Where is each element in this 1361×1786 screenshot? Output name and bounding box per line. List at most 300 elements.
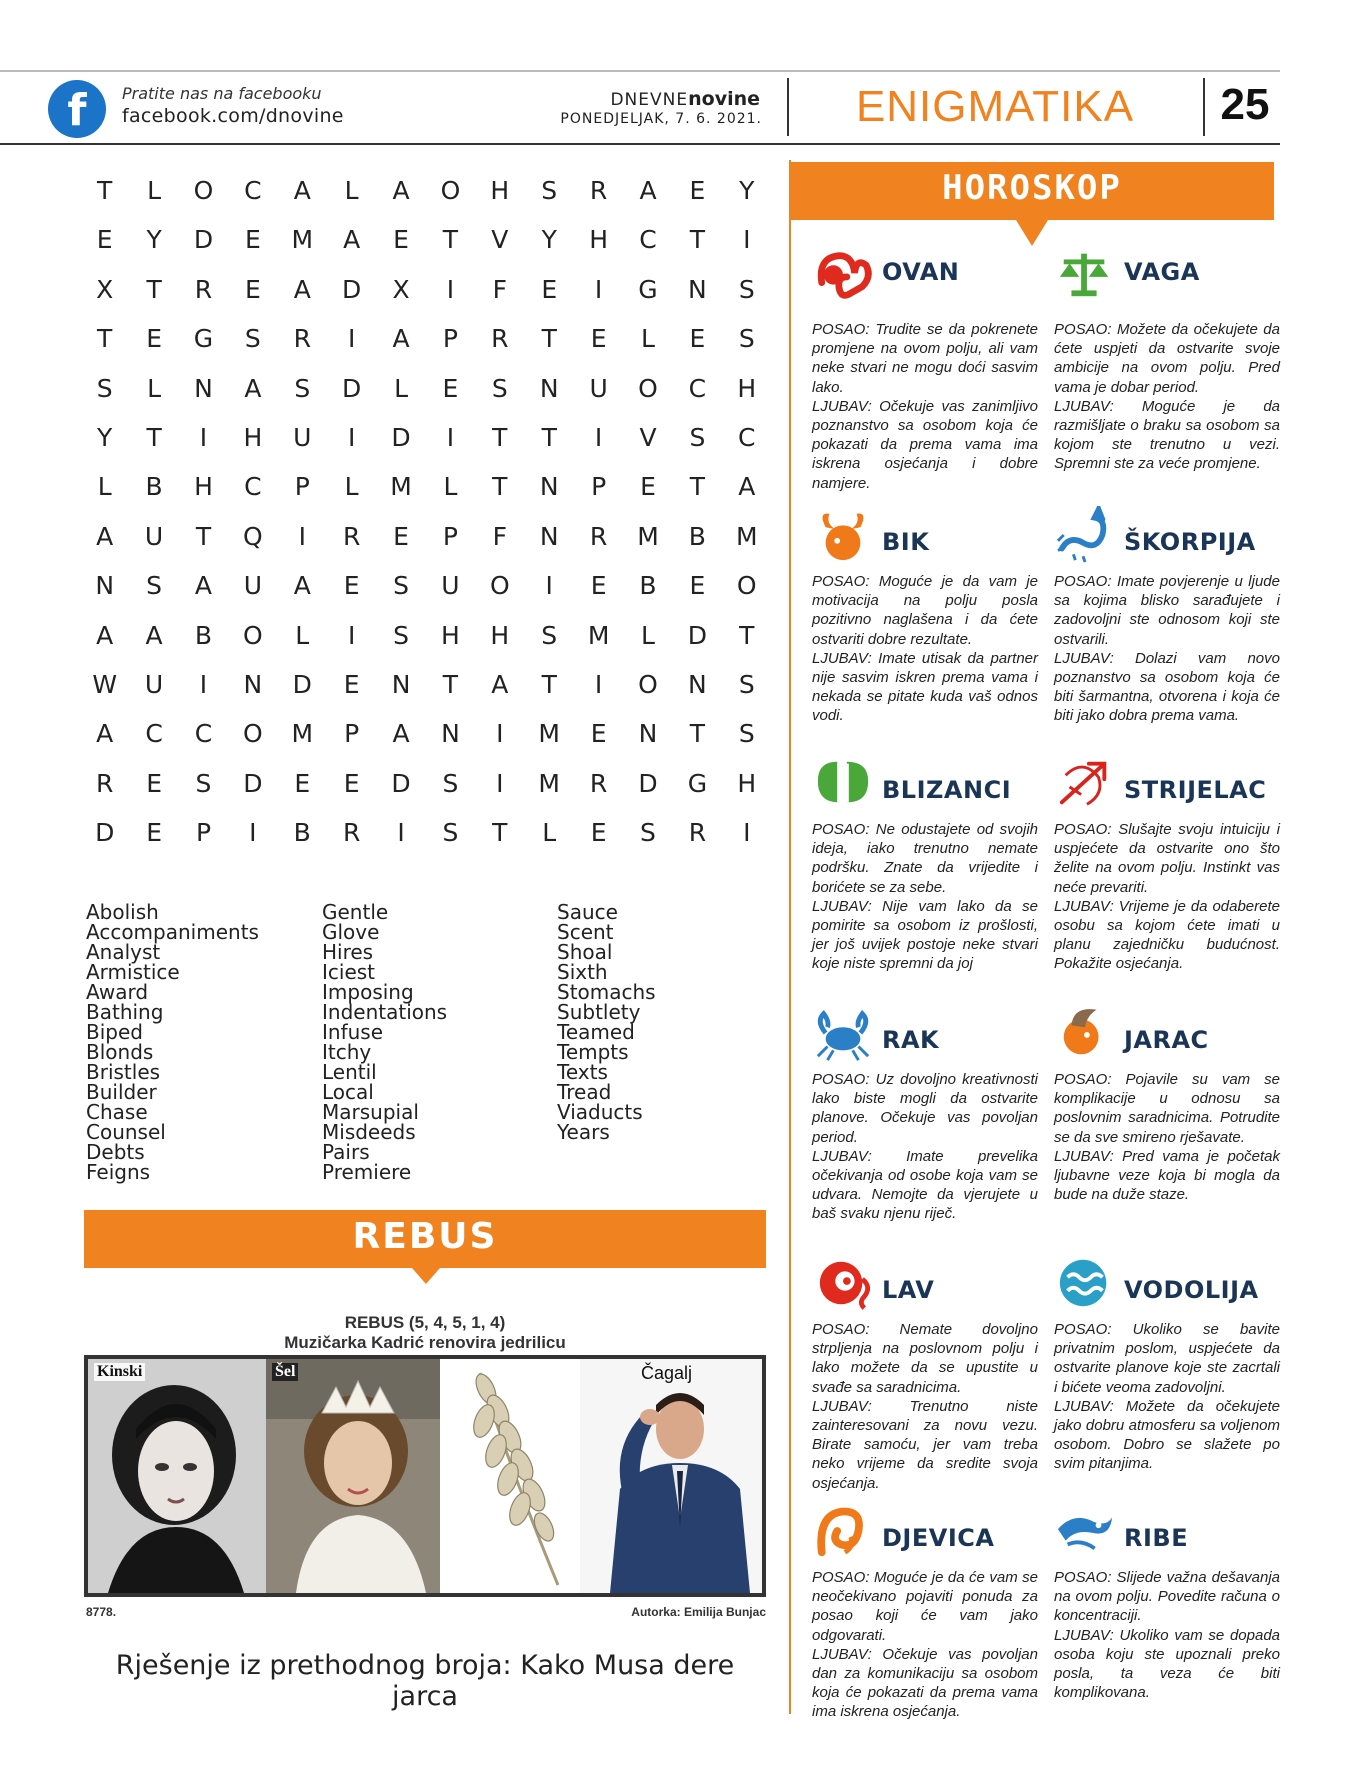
grid-letter: P (591, 472, 607, 502)
grid-letter: I (594, 669, 603, 699)
grid-letter: P (195, 818, 212, 848)
grid-letter: A (293, 571, 311, 601)
word-list-item: Stomachs (557, 980, 656, 1004)
grid-letter: T (97, 176, 113, 205)
grid-letter: M (538, 768, 560, 798)
rebus-heading: REBUS (5, 4, 5, 1, 4) (344, 1313, 506, 1332)
word-list-item: Gentle (322, 900, 389, 924)
grid-letter: F (492, 274, 508, 304)
grid-letter: S (294, 373, 311, 403)
grid-letter: C (194, 719, 213, 749)
word-list-item: Imposing (322, 980, 414, 1004)
grid-letter: Y (541, 225, 557, 255)
sign-name: VAGA (1124, 258, 1200, 286)
grid-letter: I (347, 422, 356, 452)
grid-letter: N (243, 669, 263, 699)
word-list-item: Misdeeds (322, 1120, 416, 1144)
word-list-item: Tread (557, 1080, 612, 1104)
grid-letter: D (391, 422, 411, 452)
word-list-item: Feigns (86, 1160, 151, 1184)
grid-letter: R (589, 521, 608, 551)
sign-forecast: POSAO: Trudite se da pokrenete promjene na ovom polju, ali vam neke stvari ne mogu doći sasvim lako. LJUBAV: Očekuje vas zanimljivo poznanstvo sa osobom koja će pokazati da prema vama ima iskrena osjećanja i dobre namjere. (812, 321, 1038, 492)
grid-letter: O (193, 176, 214, 205)
sagittarius-icon (1054, 754, 1116, 812)
grid-letter: T (492, 818, 508, 848)
grid-letter: R (96, 768, 114, 798)
facebook-icon[interactable]: f (48, 80, 106, 138)
wheat-icon (440, 1359, 580, 1593)
grid-letter: T (492, 422, 508, 452)
grid-letter: R (688, 818, 707, 848)
grid-letter: T (541, 324, 557, 354)
grid-letter: E (146, 818, 162, 848)
grid-letter: E (96, 225, 113, 255)
sign-name: RIBE (1124, 1524, 1189, 1552)
sign-forecast: POSAO: Ukoliko se bavite privatnim poslom, uspjećete da ostvarite planove koje ste zacrtali i bićete veoma zadovoljni. LJUBAV: Možete da očekujete jako dobru atmosferu sa voljenom osobom. Dobro se slažete po svim pitanjima. (1054, 1321, 1280, 1473)
horoscope-title: HOROSKOP (942, 168, 1122, 208)
grid-letter: A (293, 176, 311, 205)
grid-letter: I (594, 422, 603, 452)
grid-letter: I (496, 719, 504, 749)
previous-solution: Rješenje iz prethodnog broja: Kako Musa dere jarca (115, 1650, 735, 1712)
rebus-label-4: Čagalj (641, 1363, 693, 1383)
grid-letter: T (492, 472, 508, 502)
grid-letter: L (147, 176, 162, 205)
rebus-wheat-ear (440, 1359, 580, 1593)
grid-letter: A (293, 274, 311, 304)
grid-letter: U (293, 422, 312, 452)
word-list-item: Subtlety (557, 1000, 641, 1024)
grid-letter: N (539, 472, 559, 502)
grid-letter: C (244, 176, 262, 205)
grid-letter: E (393, 521, 409, 551)
sign-forecast: POSAO: Imate povjerenje u ljude sa kojima blisko sarađujete i zadovoljni ste odnosom koji ste ostvarili. LJUBAV: Dolazi vam novo poznanstvo sa osobom koja će biti šarmantna, otvorena i koja će biti jako dobra prema vama. (1054, 573, 1280, 725)
grid-letter: X (96, 274, 114, 304)
grid-letter: L (97, 472, 112, 502)
grid-letter: Y (146, 225, 162, 255)
grid-letter: L (542, 818, 557, 848)
grid-letter: R (491, 324, 509, 354)
grid-letter: P (294, 472, 310, 502)
grid-letter: S (689, 422, 706, 452)
word-list-item: Sixth (557, 960, 608, 984)
sign-name: JARAC (1124, 1026, 1209, 1054)
grid-letter: I (594, 274, 603, 304)
grid-letter: U (441, 571, 460, 601)
grid-letter: A (343, 225, 361, 255)
grid-letter: U (144, 521, 164, 551)
grid-letter: E (442, 373, 459, 403)
sign-forecast: POSAO: Slušajte svoju intuiciju i uspjećete da ostvarite ono što želite na ovom polju. Instinkt vas neće prevariti. LJUBAV: Vrijeme je da odaberete osobu sa kojom ćete imati u planu zajedničku budućnost. Pokažite osjećanja. (1054, 821, 1280, 973)
word-list-item: Award (86, 980, 149, 1004)
grid-letter: R (589, 768, 608, 798)
grid-letter: S (96, 373, 113, 403)
grid-letter: I (298, 521, 306, 551)
grid-letter: N (441, 719, 460, 749)
facebook-url[interactable]: facebook.com/dnovine (122, 105, 344, 127)
grid-letter: L (344, 472, 359, 502)
grid-letter: S (640, 818, 656, 848)
grid-letter: I (545, 571, 553, 601)
sign-forecast: POSAO: Nemate dovoljno strpljenja na poslovnom polju i lako možete da se upustite u svađe sa saradnicima. LJUBAV: Trenutno niste zainteresovani za novu vezu. Birate samoću, jer vam treba neko vrijeme da sredite svoja osjećanja. (812, 1321, 1038, 1492)
libra-icon (1054, 244, 1116, 302)
grid-letter: R (194, 274, 213, 304)
grid-letter: O (243, 620, 263, 650)
grid-letter: S (393, 620, 409, 650)
grid-letter: U (144, 669, 164, 699)
grid-letter: A (392, 324, 410, 354)
paper-name-prefix: DNEVNE (610, 90, 689, 110)
column-divider (789, 160, 791, 1714)
header-bottom-rule (0, 143, 1280, 145)
grid-letter: N (95, 571, 115, 601)
portrait-photo (266, 1359, 440, 1593)
grid-letter: T (689, 225, 706, 255)
grid-letter: B (639, 571, 657, 601)
grid-letter: S (491, 373, 508, 403)
grid-letter: E (294, 768, 311, 798)
grid-letter: M (637, 521, 659, 551)
grid-letter: H (194, 472, 213, 502)
word-list-item: Bristles (86, 1060, 161, 1084)
grid-letter: S (393, 571, 409, 601)
header-divider (1203, 78, 1205, 136)
grid-letter: I (446, 422, 455, 452)
grid-letter: E (244, 225, 261, 255)
grid-letter: N (688, 274, 707, 304)
word-list-item: Years (557, 1120, 610, 1144)
grid-letter: F (492, 521, 508, 551)
grid-letter: D (193, 225, 214, 255)
word-list-item: Bathing (86, 1000, 164, 1024)
portrait-photo (580, 1359, 762, 1593)
sign-forecast: POSAO: Moguće je da vam je motivacija na polju posla pozitivno naglašena i da ćete ostvariti dobre rezultate. LJUBAV: Imate utisak da partner nije sasvim iskren prema vama i nekada se pitate kuda vaš odnos vodi. (812, 573, 1038, 725)
grid-letter: X (392, 274, 410, 304)
grid-letter: M (735, 521, 758, 551)
word-list-item: Premiere (322, 1160, 412, 1184)
sign-name: LAV (882, 1276, 935, 1304)
grid-letter: I (249, 818, 257, 848)
grid-letter: O (489, 571, 510, 601)
word-list-column-2 (322, 902, 447, 1182)
grid-letter: E (343, 768, 360, 798)
sign-forecast: POSAO: Uz dovoljno kreativnosti lako biste mogli da ostvarite planove. Očekuje vas povoljan period. LJUBAV: Imate prevelika očekivanja od osobe koja vam se udvara. Nemojte da vjerujete u baš svaku njenu riječ. (812, 1071, 1038, 1223)
grid-letter: I (199, 422, 208, 452)
sign-name: DJEVICA (882, 1524, 995, 1552)
sign-forecast: POSAO: Moguće je da će vam se neočekivano pojaviti ponuda za posao koji će vam jako odgovarati. LJUBAV: Očekuje vas povoljan dan za komunikaciju sa osobom koja će pokazati da prema vama ima iskrena osjećanja. (812, 1569, 1038, 1721)
grid-letter: T (97, 324, 113, 354)
aquarius-icon (1054, 1254, 1116, 1312)
word-list-item: Scent (557, 920, 614, 944)
taurus-icon (812, 506, 874, 564)
word-list-item: Accompaniments (86, 920, 259, 944)
word-list-item: Pairs (322, 1140, 370, 1164)
word-list-item: Blonds (86, 1040, 154, 1064)
word-list-item: Armistice (86, 960, 180, 984)
rebus-number: 8778. (86, 1605, 117, 1619)
grid-letter: T (739, 620, 755, 650)
grid-letter: M (390, 472, 412, 502)
rebus-banner-pointer (412, 1268, 440, 1284)
grid-letter: A (491, 669, 509, 699)
grid-letter: I (397, 818, 405, 848)
grid-letter: S (738, 324, 755, 354)
leo-icon (812, 1254, 874, 1312)
horoscope-banner-pointer (1016, 220, 1048, 246)
grid-letter: R (589, 176, 608, 205)
word-list-item: Biped (86, 1020, 143, 1044)
grid-letter: T (541, 422, 557, 452)
grid-letter: G (687, 768, 708, 798)
grid-letter: G (638, 274, 658, 304)
grid-letter: T (146, 422, 162, 452)
grid-letter: V (491, 225, 509, 255)
grid-letter: A (96, 521, 114, 551)
grid-letter: H (243, 422, 263, 452)
grid-letter: E (590, 818, 607, 848)
grid-letter: S (195, 768, 212, 798)
grid-letter: A (244, 373, 262, 403)
grid-letter: Y (739, 176, 755, 205)
sign-name: BLIZANCI (882, 776, 1012, 804)
grid-letter: O (440, 176, 461, 205)
word-list-item: Abolish (86, 900, 159, 924)
grid-letter: I (743, 818, 751, 848)
grid-letter: I (347, 324, 356, 354)
grid-letter: L (394, 373, 408, 403)
grid-letter: T (442, 669, 459, 699)
sign-name: OVAN (882, 258, 960, 286)
grid-letter: C (244, 472, 262, 502)
grid-letter: E (343, 571, 360, 601)
grid-letter: E (640, 472, 656, 502)
grid-letter: I (446, 274, 455, 304)
sign-name: RAK (882, 1026, 940, 1054)
grid-letter: T (689, 719, 706, 749)
grid-letter: L (344, 176, 359, 205)
portrait-photo (88, 1359, 266, 1593)
grid-letter: A (738, 472, 756, 502)
grid-letter: C (688, 373, 707, 403)
grid-letter: S (146, 571, 163, 601)
grid-letter: N (194, 373, 213, 403)
grid-letter: M (291, 225, 314, 255)
word-list-item: Lentil (322, 1060, 377, 1084)
grid-letter: C (145, 719, 163, 749)
word-list-item: Indentations (322, 1000, 448, 1024)
grid-letter: L (641, 620, 655, 650)
grid-letter: A (392, 176, 410, 205)
word-list-item: Tempts (557, 1040, 629, 1064)
grid-letter: R (342, 521, 361, 551)
grid-letter: D (638, 768, 658, 798)
grid-letter: D (292, 669, 312, 699)
paper-name (560, 88, 760, 110)
grid-letter: A (392, 719, 410, 749)
word-list-item: Glove (322, 920, 380, 944)
cancer-icon (812, 1004, 874, 1062)
word-list-item: Counsel (86, 1120, 166, 1144)
grid-letter: B (194, 620, 213, 650)
word-list-item: Marsupial (322, 1100, 419, 1124)
paper-name-suffix: novine (688, 88, 760, 110)
sign-name: ŠKORPIJA (1124, 528, 1256, 556)
word-list-column-3 (557, 902, 656, 1142)
issue-date: PONEDJELJAK, 7. 6. 2021. (560, 111, 762, 127)
rebus-photo-woman-bw (88, 1359, 266, 1593)
grid-letter: W (92, 669, 118, 699)
grid-letter: O (638, 373, 658, 403)
grid-letter: H (737, 768, 757, 798)
gemini-icon (812, 754, 874, 812)
grid-letter: H (490, 620, 510, 650)
grid-letter: E (689, 176, 706, 205)
grid-letter: T (541, 669, 557, 699)
pisces-icon (1054, 1502, 1116, 1560)
word-search-grid (80, 176, 771, 867)
rebus-label-2: Šel (272, 1363, 298, 1381)
word-list-item: Texts (557, 1060, 608, 1084)
grid-letter: H (441, 620, 460, 650)
grid-letter: T (689, 472, 706, 502)
grid-letter: Y (97, 422, 113, 452)
word-list-item: Shoal (557, 940, 613, 964)
grid-letter: A (96, 719, 114, 749)
grid-letter: T (146, 274, 162, 304)
word-list-item: Sauce (557, 900, 618, 924)
header-top-rule (0, 70, 1280, 72)
grid-letter: D (687, 620, 708, 650)
word-list-item: Infuse (322, 1020, 384, 1044)
grid-letter: N (539, 373, 559, 403)
grid-letter: T (195, 521, 212, 551)
grid-letter: P (442, 324, 458, 354)
grid-letter: I (743, 225, 751, 255)
word-list-item: Teamed (557, 1020, 635, 1044)
grid-letter: T (442, 225, 459, 255)
grid-letter: P (442, 521, 458, 551)
grid-letter: B (145, 472, 163, 502)
grid-letter: S (442, 818, 459, 848)
grid-letter: M (538, 719, 560, 749)
grid-letter: P (344, 719, 360, 749)
sign-forecast: POSAO: Slijede važna dešavanja na ovom polju. Povedite računa o koncentraciji. LJUBAV: Ukoliko vam se dopada osoba koju ste upoznali preko posla, ta veza će biti komplikovana. (1054, 1569, 1280, 1702)
grid-letter: Q (243, 521, 263, 551)
rebus-author: Autorka: Emilija Bunjac (631, 1605, 766, 1619)
grid-letter: O (638, 669, 658, 699)
page-number: 25 (1220, 80, 1270, 129)
grid-letter: M (587, 620, 610, 650)
grid-letter: A (194, 571, 213, 601)
grid-letter: C (639, 225, 657, 255)
grid-letter: N (391, 669, 411, 699)
grid-letter: L (443, 472, 458, 502)
grid-letter: E (244, 274, 261, 304)
grid-letter: D (95, 818, 115, 848)
sign-forecast: POSAO: Ne odustajete od svojih ideja, iako trenutno nemate podršku. Znate da vrijedite i borićete se za sebe. LJUBAV: Nije vam lako da se pomirite sa osobom iz prošlosti, jer još uvijek postoje neke stvari koje niste spremni da joj (812, 821, 1038, 973)
grid-letter: U (243, 571, 263, 601)
rebus-photo-woman-crown (266, 1359, 440, 1593)
grid-letter: E (541, 274, 558, 304)
grid-letter: E (343, 669, 360, 699)
scorpio-icon (1054, 506, 1116, 564)
grid-letter: I (347, 620, 356, 650)
rebus-photo-man (580, 1359, 762, 1593)
grid-letter: A (639, 176, 657, 205)
grid-letter: I (496, 768, 504, 798)
grid-letter: V (639, 422, 657, 452)
grid-letter: H (589, 225, 608, 255)
sign-forecast: POSAO: Možete da očekujete da ćete uspjeti da ostvarite svoje ambicije na ovom polju. Pred vama je dobar period. LJUBAV: Moguće je da razmišljate o braku sa osobom sa kojom ste trenutno u vezi. Spremni ste za veće promjene. (1054, 321, 1280, 473)
header-divider (787, 78, 789, 136)
grid-letter: B (688, 521, 706, 551)
grid-letter: E (590, 719, 607, 749)
grid-letter: D (391, 768, 411, 798)
grid-letter: D (342, 373, 362, 403)
grid-letter: O (243, 719, 263, 749)
grid-letter: S (738, 719, 755, 749)
sign-name: STRIJELAC (1124, 776, 1267, 804)
word-list-item: Itchy (322, 1040, 372, 1064)
rebus-title: REBUS (352, 1216, 498, 1257)
grid-letter: L (641, 324, 655, 354)
grid-letter: I (199, 669, 208, 699)
grid-letter: S (442, 768, 459, 798)
grid-letter: D (243, 768, 263, 798)
grid-letter: N (688, 669, 707, 699)
grid-letter: U (589, 373, 608, 403)
grid-letter: G (193, 324, 214, 354)
grid-letter: C (738, 422, 756, 452)
sign-name: VODOLIJA (1124, 1276, 1259, 1304)
word-list-item: Debts (86, 1140, 145, 1164)
grid-letter: S (738, 274, 755, 304)
word-list-item: Chase (86, 1100, 148, 1124)
word-list-item: Hires (322, 940, 374, 964)
grid-letter: L (295, 620, 310, 650)
grid-letter: O (736, 571, 757, 601)
rebus-subheading: Muzičarka Kadrić renovira jedrilicu (284, 1333, 566, 1352)
grid-letter: A (145, 620, 163, 650)
sign-name: BIK (882, 528, 930, 556)
rebus-picture (84, 1355, 766, 1597)
grid-letter: S (244, 324, 261, 354)
word-list-item: Viaducts (557, 1100, 643, 1124)
grid-letter: E (689, 571, 706, 601)
grid-letter: A (96, 620, 114, 650)
word-list-item: Local (322, 1080, 374, 1104)
grid-letter: N (638, 719, 658, 749)
grid-letter: E (393, 225, 409, 255)
grid-letter: M (291, 719, 314, 749)
capricorn-icon (1054, 1004, 1116, 1062)
grid-letter: B (293, 818, 311, 848)
rebus-label-1: Kinski (94, 1363, 145, 1381)
grid-letter: E (590, 324, 607, 354)
grid-letter: E (590, 571, 607, 601)
grid-letter: E (146, 324, 162, 354)
grid-letter: H (490, 176, 510, 205)
grid-letter: E (689, 324, 706, 354)
word-list-column-1 (86, 902, 259, 1182)
grid-letter: S (541, 620, 558, 650)
word-list-item: Iciest (322, 960, 376, 984)
virgo-icon (812, 1502, 874, 1560)
grid-letter: R (293, 324, 311, 354)
grid-letter: S (738, 669, 755, 699)
word-list-item: Analyst (86, 940, 161, 964)
section-title: ENIGMATIKA (855, 82, 1135, 131)
